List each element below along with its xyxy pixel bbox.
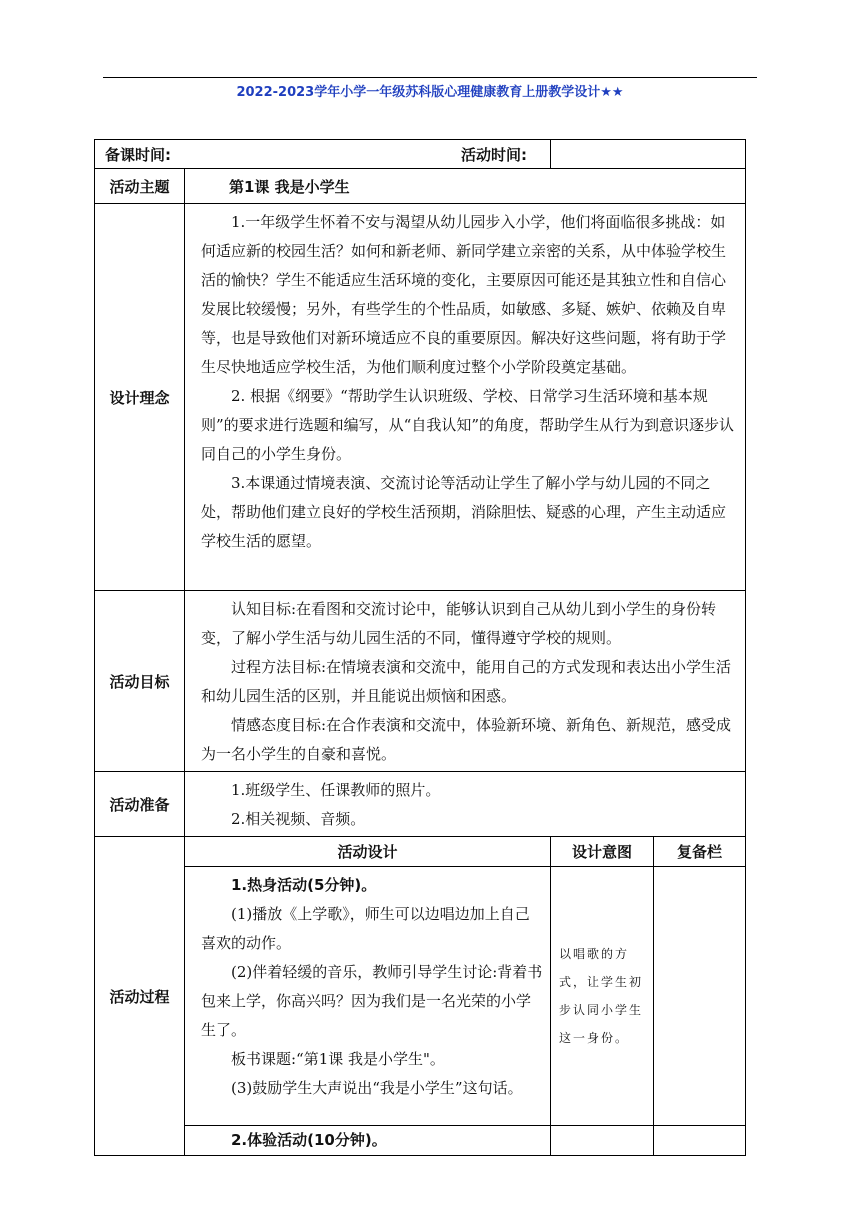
document-title: 2022-2023学年小学一年级苏科版心理健康教育上册教学设计★★ — [236, 85, 624, 100]
prep-time-label: 备课时间: — [105, 145, 171, 164]
goals-row — [95, 591, 746, 772]
process-step1-row — [95, 867, 746, 1126]
theme-label: 活动主题 — [95, 169, 185, 204]
step1-line: (2)伴着轻缓的音乐，教师引导学生讨论:背着书包来上学，你高兴吗？因为我们是一名光荣的小学生了。 — [201, 963, 543, 1039]
prep-item: 2.相关视频、音频。 — [231, 810, 366, 828]
activity-time-cell — [461, 140, 746, 169]
concept-row — [95, 204, 746, 591]
lesson-plan-table — [94, 139, 746, 1156]
step1-intent: 以唱歌的方式，让学生初步认同小学生这一身份。 — [551, 867, 654, 1126]
concept-content — [185, 204, 746, 591]
concept-paragraph: 2. 根据《纲要》“帮助学生认识班级、学校、日常学习生活环境和基本规则”的要求进行选题和编写，从“自我认知”的角度，帮助学生从行为到意识逐步认同自己的小学生身份。 — [201, 387, 735, 463]
goals-label: 活动目标 — [95, 591, 185, 772]
step1-line: 板书课题:“第1课 我是小学生"。 — [231, 1050, 445, 1068]
activity-time-label: 活动时间: — [461, 145, 527, 164]
concept-label: 设计理念 — [95, 204, 185, 591]
process-header-row — [95, 837, 746, 867]
review-header: 复备栏 — [654, 837, 746, 867]
step2-title: 2.体验活动(10分钟)。 — [231, 1131, 387, 1149]
goal-paragraph: 情感态度目标:在合作表演和交流中，体验新环境、新角色、新规范，感受成为一名小学生的自豪和喜悦。 — [201, 716, 732, 763]
intent-header: 设计意图 — [551, 837, 654, 867]
goals-content — [185, 591, 746, 772]
step1-title: 1.热身活动(5分钟)。 — [231, 876, 377, 894]
theme-value: 第1课 我是小学生 — [185, 169, 746, 204]
design-header: 活动设计 — [185, 837, 551, 867]
step1-content — [185, 867, 551, 1126]
step1-review — [654, 867, 746, 1126]
theme-row — [95, 169, 746, 204]
prep-item: 1.班级学生、任课教师的照片。 — [231, 781, 441, 799]
step1-line: (3)鼓励学生大声说出“我是小学生”这句话。 — [231, 1079, 523, 1097]
prep-content — [185, 772, 746, 837]
concept-paragraph: 1.一年级学生怀着不安与渴望从幼儿园步入小学，他们将面临很多挑战：如何适应新的校园生活？如何和新老师、新同学建立亲密的关系，从中体验学校生活的愉快？学生不能适应生活环境的变化，主要原因可能还是其独立性和自信心发展比较缓慢；另外，有些学生的个性品质，如敏感、多疑、嫉妒、依赖及自卑等，也是导致他们对新环境适应不良的重要原因。解决好这些问题，将有助于学生尽快地适应学校生活，为他们顺利度过整个小学阶段奠定基础。 — [201, 213, 727, 376]
prep-label: 活动准备 — [95, 772, 185, 837]
prep-row — [95, 772, 746, 837]
step2-review — [654, 1126, 746, 1156]
step2-content — [185, 1126, 551, 1156]
header-rule — [103, 77, 757, 78]
time-row — [95, 140, 746, 169]
concept-paragraph: 3.本课通过情境表演、交流讨论等活动让学生了解小学与幼儿园的不同之处，帮助他们建立良好的学校生活预期，消除胆怯、疑惑的心理，产生主动适应学校生活的愿望。 — [201, 474, 727, 550]
goal-paragraph: 认知目标:在看图和交流讨论中，能够认识到自己从幼儿到小学生的身份转变，了解小学生活与幼儿园生活的不同，懂得遵守学校的规则。 — [201, 600, 717, 647]
goal-paragraph: 过程方法目标:在情境表演和交流中，能用自己的方式发现和表达出小学生活和幼儿园生活的区别，并且能说出烦恼和困惑。 — [201, 658, 732, 705]
step2-intent — [551, 1126, 654, 1156]
step1-line: (1)播放《上学歌》，师生可以边唱边加上自己喜欢的动作。 — [201, 905, 530, 952]
process-step2-row — [95, 1126, 746, 1156]
process-label: 活动过程 — [95, 837, 185, 1156]
